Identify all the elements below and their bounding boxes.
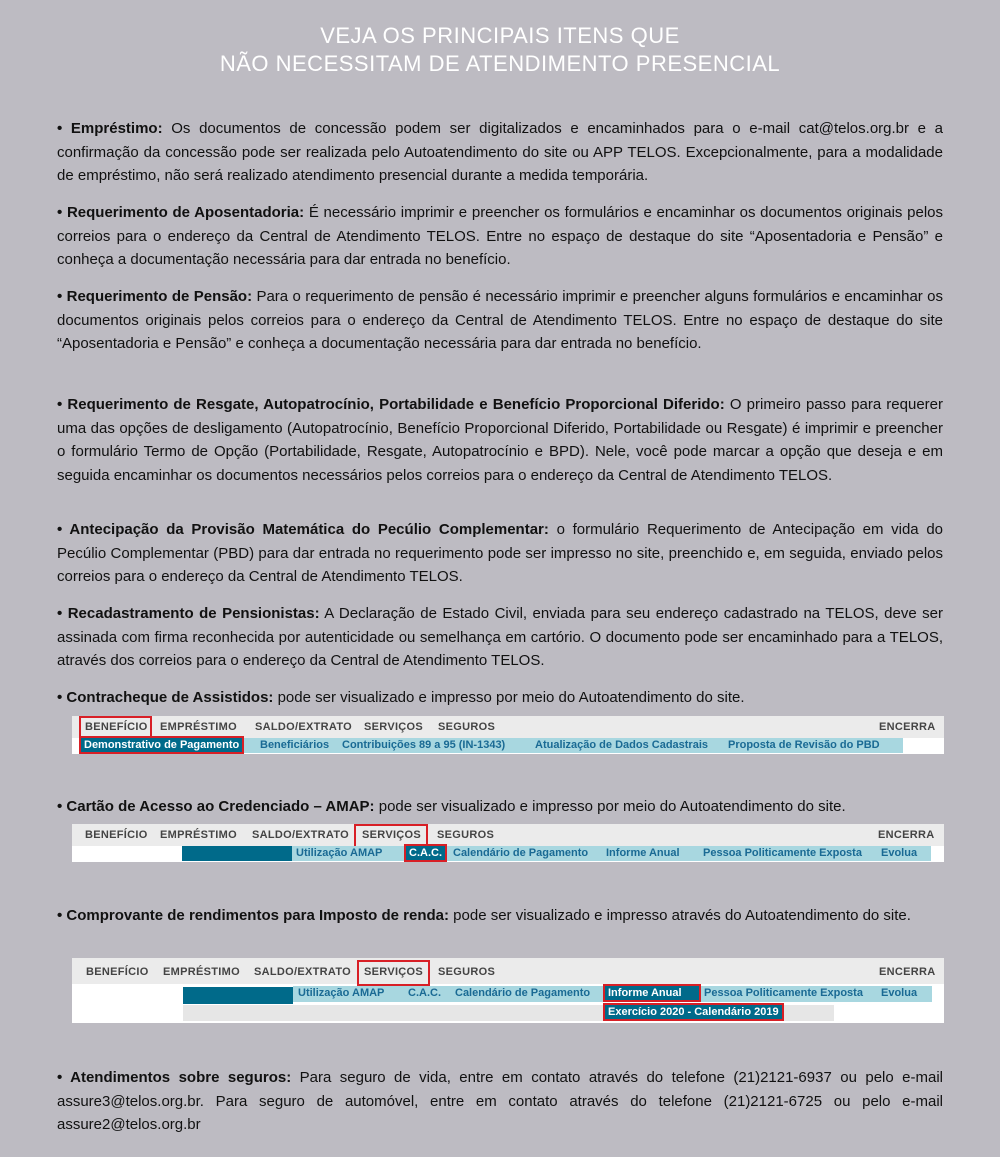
highlight-box — [354, 824, 428, 848]
menu-beneficio[interactable]: BENEFÍCIO — [86, 966, 149, 978]
item-text: Os documentos de concessão podem ser digitalizados e encaminhados para o e-mail cat@telos.org.br e a confirmação da concessão pode ser realizada pelo Autoatendimento do site ou APP TELOS. Excepcionalmente, para a modalidade de empréstimo, não será realizado atendimento presencial durante a medida temporária. — [57, 120, 943, 184]
submenu-cac[interactable]: C.A.C. — [408, 987, 441, 999]
item-label: • Antecipação da Provisão Matemática do Pecúlio Complementar: — [57, 521, 549, 538]
dropdown-exercicio-2020[interactable]: Exercício 2020 - Calendário 2019 — [605, 1005, 782, 1019]
item-aposentadoria — [57, 201, 943, 272]
page-title — [0, 22, 1000, 78]
menu-seguros[interactable]: SEGUROS — [438, 721, 496, 733]
title-line-2: NÃO NECESSITAM DE ATENDIMENTO PRESENCIAL — [219, 51, 781, 76]
item-text: Para seguro de vida, entre em contato através do telefone (21)2121-6937 ou pelo e-mail assure3@telos.org.br. Para seguro de automóvel, entre em contato através do telefone (21)2121-6725 ou pelo e-mail assure2@telos.org.br — [57, 1069, 943, 1133]
item-label: • Cartão de Acesso ao Credenciado – AMAP: — [57, 798, 375, 815]
item-contracheque — [57, 686, 943, 710]
top-menu — [72, 716, 944, 738]
submenu-dark-bar — [183, 987, 293, 1004]
item-text: pode ser visualizado e impresso por meio do Autoatendimento do site. — [273, 689, 745, 706]
menu-servicos[interactable]: SERVIÇOS — [362, 829, 422, 841]
submenu-pessoa-politicamente[interactable]: Pessoa Politicamente Exposta — [703, 847, 862, 859]
menu-saldo-extrato[interactable]: SALDO/EXTRATO — [252, 829, 349, 841]
item-text: O primeiro passo para requerer uma das opções de desligamento (Autopatrocínio, Benefício Proporcional Diferido, Portabilidade ou Resgate) é imprimir e preencher o formulário Termo de Opção (Portabilidade, Resgate, Autopatrocínio e BPD). Nele, você pode marcar a opção que deseja e em seguida encaminhar os documentos necessários pelos correios para o endereço da Central de Atendimento TELOS. — [57, 396, 943, 484]
submenu-evolua[interactable]: Evolua — [881, 987, 918, 999]
menu-seguros[interactable]: SEGUROS — [437, 829, 495, 841]
menu-saldo-extrato[interactable]: SALDO/EXTRATO — [255, 721, 352, 733]
item-label: • Comprovante de rendimentos para Imposto de renda: — [57, 907, 449, 924]
item-text: Para o requerimento de pensão é necessário imprimir e preencher alguns formulários e encaminhar os documentos originais pelos correios para o endereço da Central de Atendimento TELOS. Entre no espaço de destaque do site “Aposentadoria e Pensão” e conheça a documentação necessária para dar entrada no benefício. — [57, 288, 943, 352]
menu-servicos[interactable]: SERVIÇOS — [364, 966, 424, 978]
item-label: • Atendimentos sobre seguros: — [57, 1069, 292, 1086]
submenu-proposta[interactable]: Proposta de Revisão do PBD — [728, 739, 880, 751]
top-menu — [72, 958, 944, 984]
menu-screenshot-contracheque — [72, 716, 944, 754]
item-label: • Requerimento de Pensão: — [57, 288, 253, 305]
item-label: • Recadastramento de Pensionistas: — [57, 605, 320, 622]
item-comprovante — [57, 904, 943, 928]
submenu-contribuicoes[interactable]: Contribuições 89 a 95 (IN-1343) — [342, 739, 506, 751]
menu-beneficio[interactable]: BENEFÍCIO — [85, 721, 148, 733]
submenu-informe-anual[interactable]: Informe Anual — [606, 847, 680, 859]
item-text: A Declaração de Estado Civil, enviada para seu endereço cadastrado na TELOS, deve ser assinada com firma reconhecida por autenticidade ou semelhança em cartório. O documento pode ser encaminhado para a TELOS, através dos correios para o endereço da Central de Atendimento TELOS. — [57, 605, 943, 669]
submenu-beneficiarios[interactable]: Beneficiários — [260, 739, 330, 751]
item-cartao-amap — [57, 795, 943, 819]
submenu-cac-selected[interactable]: C.A.C. — [406, 846, 445, 860]
item-label: • Requerimento de Resgate, Autopatrocínio, Portabilidade e Benefício Proporcional Diferido: — [57, 396, 725, 413]
item-resgate — [57, 393, 943, 487]
item-text: pode ser visualizado e impresso por meio do Autoatendimento do site. — [374, 798, 846, 815]
item-label: • Empréstimo: — [57, 120, 163, 137]
menu-screenshot-amap — [72, 824, 944, 862]
top-menu — [72, 824, 944, 846]
submenu-calendario[interactable]: Calendário de Pagamento — [455, 987, 591, 999]
item-recadastramento — [57, 602, 943, 673]
menu-encerra[interactable]: ENCERRA — [879, 721, 936, 733]
item-label: • Requerimento de Aposentadoria: — [57, 204, 305, 221]
menu-screenshot-informe — [72, 958, 944, 1023]
item-seguros — [57, 1066, 943, 1137]
title-line-1: VEJA OS PRINCIPAIS ITENS QUE — [320, 23, 680, 48]
item-label: • Contracheque de Assistidos: — [57, 689, 274, 706]
menu-emprestimo[interactable]: EMPRÉSTIMO — [160, 721, 237, 733]
submenu-evolua[interactable]: Evolua — [881, 847, 918, 859]
menu-servicos[interactable]: SERVIÇOS — [364, 721, 424, 733]
menu-emprestimo[interactable]: EMPRÉSTIMO — [163, 966, 240, 978]
item-pensao — [57, 285, 943, 356]
submenu-demonstrativo-selected[interactable]: Demonstrativo de Pagamento — [81, 738, 242, 752]
submenu-dark-bar — [182, 846, 292, 861]
submenu-utilizacao-amap[interactable]: Utilização AMAP — [298, 987, 385, 999]
highlight-box — [79, 716, 152, 740]
menu-seguros[interactable]: SEGUROS — [438, 966, 496, 978]
item-text: o formulário Requerimento de Antecipação em vida do Pecúlio Complementar (PBD) para dar entrada no requerimento pode ser impresso no site, preenchido e, em seguida, enviado pelos correios para o endereço da Central de Atendimento TELOS. — [57, 521, 943, 585]
item-text: É necessário imprimir e preencher os formulários e encaminhar os documentos originais pelos correios para o endereço da Central de Atendimento TELOS. Entre no espaço de destaque do site “Aposentadoria e Pensão” e conheça a documentação necessária para dar entrada no benefício. — [57, 204, 943, 268]
highlight-box — [357, 960, 430, 986]
item-peculio — [57, 518, 943, 589]
submenu-bar — [292, 846, 931, 861]
submenu-atualizacao[interactable]: Atualização de Dados Cadastrais — [535, 739, 709, 751]
submenu-calendario[interactable]: Calendário de Pagamento — [453, 847, 589, 859]
menu-emprestimo[interactable]: EMPRÉSTIMO — [160, 829, 237, 841]
submenu-pessoa-politicamente[interactable]: Pessoa Politicamente Exposta — [704, 987, 863, 999]
submenu-informe-anual-selected[interactable]: Informe Anual — [605, 986, 699, 1000]
item-emprestimo — [57, 117, 943, 188]
menu-saldo-extrato[interactable]: SALDO/EXTRATO — [254, 966, 351, 978]
menu-encerra[interactable]: ENCERRA — [878, 829, 935, 841]
submenu-utilizacao-amap[interactable]: Utilização AMAP — [296, 847, 383, 859]
menu-beneficio[interactable]: BENEFÍCIO — [85, 829, 148, 841]
item-text: pode ser visualizado e impresso através do Autoatendimento do site. — [449, 907, 911, 924]
menu-encerra[interactable]: ENCERRA — [879, 966, 936, 978]
